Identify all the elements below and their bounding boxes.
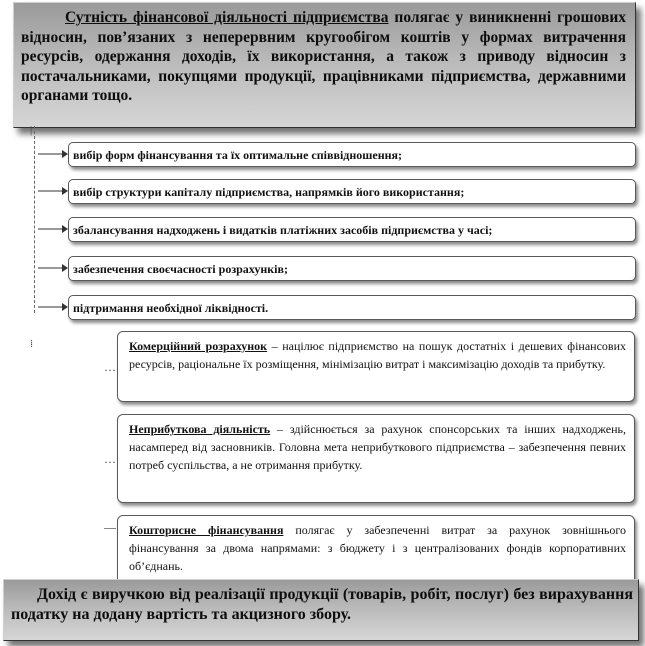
detail-text: – націлює підприємство на пошук достатніх і дешевих фінансових ресурсів, раціональне їх розміщення, мінімізацію витрат і максимізацію доходів та прибутку. (129, 339, 626, 371)
detail-term: Кошторисне фінансування (129, 523, 284, 537)
detail-term: Комерційний розрахунок (129, 339, 268, 353)
list-item: вибір структури капіталу підприємства, напрямків його використання; (68, 179, 636, 204)
list-item: підтримання необхідної ліквідності. (68, 295, 636, 320)
connector-dots: … (104, 452, 116, 466)
connector-line (34, 126, 35, 313)
detail-box-budget (117, 515, 635, 585)
detail-box-commercial (117, 331, 635, 402)
detail-text: – здійснюється за рахунок спонсорських та інших надходжень, насамперед від засновників. Головна мета неприбуткового підприємства – забезпечення певних потреб суспільства, а не отримання прибутку. (129, 422, 626, 472)
connector-tick: ⁞ (30, 338, 34, 350)
list-item: вибір форм фінансування та їх оптимальне співвідношення; (68, 142, 636, 167)
definition-text (21, 8, 626, 106)
detail-term: Неприбуткова діяльність (129, 422, 271, 436)
list-item: збалансування надходжень і видатків платіжних засобів підприємства у часі; (68, 217, 636, 242)
income-text (11, 585, 633, 625)
arrow-icon (38, 149, 68, 159)
detail-text: полягає у забезпеченні витрат за рахунок зовнішнього фінансування за двома напрямами: з бюджету і з централізованих фондів корпоративних об’єднань. (129, 523, 626, 573)
list-item: забезпечення своєчасності розрахунків; (68, 256, 636, 281)
connector-tick: | (30, 124, 33, 136)
income-definition: Дохід є виручкою від реалізації продукції (товарів, робіт, послуг) без вирахування податку на додану вартість та акцизного збору. (11, 586, 633, 623)
arrow-icon (38, 186, 68, 196)
arrow-icon (38, 263, 68, 273)
definition-term: Сутність фінансової діяльності підприємства (65, 9, 389, 26)
detail-box-nonprofit (117, 414, 635, 503)
connector-dots: … (104, 360, 116, 374)
connector-dash: — (104, 520, 116, 534)
arrow-icon (38, 302, 68, 312)
definition-body: полягає у виникненні грошових відносин, пов’язаних з неперервним кругообігом коштів у формах витрачення ресурсів, одержання доходів, їх використання, а також з приводу відносин з постачальниками, покупцями продукції, працівниками підприємства, державними органами тощо. (21, 9, 627, 104)
arrow-icon (38, 224, 68, 234)
